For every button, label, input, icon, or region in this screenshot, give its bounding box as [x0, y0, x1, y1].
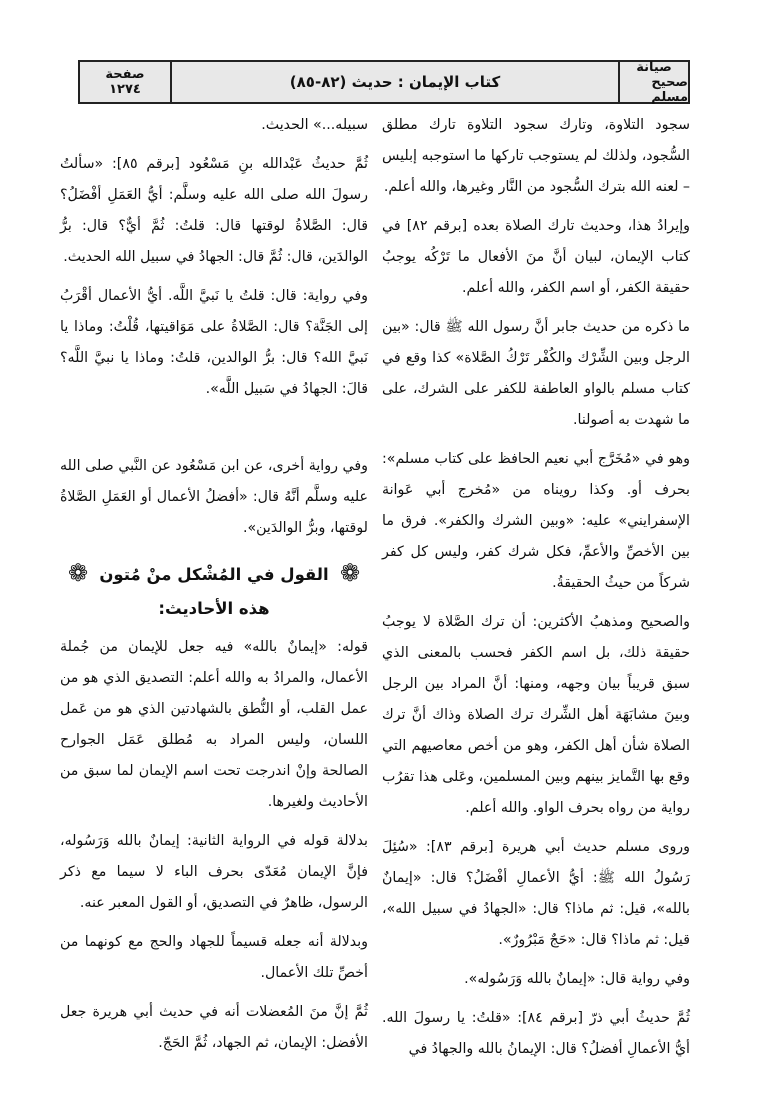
paragraph: وفي رواية أخرى، عن ابن مَسْعُود عن النَّبي صلى الله عليه وسلَّم أنَّهُ قال: «أفضلُ الأعمال أو العَمَلِ الصَّلاةُ لوقتها، وبرُّ الوالدَين». [60, 458, 368, 536]
paragraph: وبدلالة أنه جعله قسيماً للجهاد والحج مع كونهما من أخصِّ تلك الأعمال. [60, 934, 368, 981]
paragraph: ثُمَّ حديثُ أبي ذرّ [برقم ٨٤]: «قلتُ: يا رسولَ الله. أيُّ الأعمالِ أفضلُ؟ قال: الإيمانُ بالله والجهادُ في [382, 1010, 690, 1057]
right-column [382, 110, 690, 1110]
paragraph: وروى مسلم حديث أبي هريرة [برقم ٨٣]: «سُئِلَ رَسُولُ الله ﷺ: أيُّ الأعمالِ أفْضَلُ؟ قال: «إيمانٌ بالله»، قيل: ثم ماذا؟ قال: «الجهادُ في سبيل الله»، قيل: ثم ماذا؟ قال: «حَجٌ مَبْرُورٌ». [382, 839, 690, 948]
page-label: صفحة [105, 67, 145, 82]
ornament-icon: ❁ [339, 559, 361, 587]
page-number: ١٢٧٤ [109, 82, 141, 97]
paragraph: والصحيح ومذهبُ الأكثرين: أن ترك الصَّلاة لا يوجبُ حقيقة ذلك، بل اسم الكفر فحسب بالمعنى الذي سبق قريباً بيان وجهه، ومنها: أنَّ المراد بين الرجل وبينَ مشابَهَة أهل الشِّرك ترك الصلاة وذاك أنَّ ترك الصلاة شأن أهل الكفر، وهو من أخص معاصيهم التي وقع بها التَّمايز بينهم وبين المسلمين، وعَلى هذا تقرُب رواية من رواه بحرف الواو. والله أعلم. [382, 614, 690, 816]
page-header [78, 60, 690, 104]
section-heading: القول في المُشْكل منْ مُتون هذه الأحاديث: [99, 565, 329, 618]
paragraph: ثُمَّ حديثُ عَبْدالله بنِ مَسْعُود [برقم ٨٥]: «سألتُ رسولَ الله صلى الله عليه وسلَّم: أيُّ العَمَلِ أفْضَلُ؟ قال: الصَّلاةُ لوقتها قال: قلتُ: ثُمَّ أيٌّ؟ قال: برُّ الوالدَين، قال: ثُمَّ قال: الجهادُ في سبيل الله الحديث. [60, 156, 368, 265]
paragraph: وإيرادُ هذا، وحديث تارك الصلاة بعده [برقم ٨٢] في كتاب الإيمان، لبيان أنَّ منَ الأفعال ما تَرْكُه يوجبُ حقيقة الكفر، أو اسم الكفر، والله أعلم. [382, 218, 691, 296]
chapter-title: كتاب الإيمان : حديث (٨٢-٨٥) [289, 73, 501, 91]
ornament-icon: ❁ [67, 559, 89, 587]
paragraph: سبيله...» الحديث. [261, 117, 368, 133]
paragraph: بدلالة قوله في الرواية الثانية: إيمانٌ بالله وَرَسُوله، فإنَّ الإيمان مُعَدّى بحرف الباء لا سيما مع ذكر الرسول، ظاهرٌ في التصديق، أو القول المعبر عنه. [60, 833, 368, 911]
paragraph: سجود التلاوة، وتارك سجود التلاوة تارك مطلق السُّجود، ولذلك لم يستوجب تاركها ما استوجبه إبليس – لعنه الله بترك السُّجود من النَّار وغيرها، والله أعلم. [382, 117, 690, 195]
page-number-box [80, 62, 172, 102]
spacer [60, 413, 368, 451]
book-title-box [618, 59, 688, 105]
book-title-line2: صحيح مسلم [651, 74, 688, 105]
paragraph: قوله: «إيمانٌ بالله» فيه جعل للإيمان من جُملة الأعمال، والمرادُ به والله أعلم: التصديق الذي هو من عمل القلب، أو النُّطق بالشهادتين الذي هو من عَمل اللسان، وليس المراد به مُطلق عَمَل الجوارح الصالحة وإنْ اندرجت تحت اسم الإيمان لما سبق من الأحاديث ولغيرها. [60, 639, 368, 810]
left-column [60, 110, 368, 1110]
section-heading-box [60, 558, 368, 626]
book-title-line1: صيانة [636, 59, 672, 75]
paragraph: وفي رواية قال: «إيمانٌ بالله وَرَسُوله». [464, 971, 690, 987]
paragraph: وفي رواية: قال: قلتُ يا نَبيَّ اللَّه. أيُّ الأعمال أقْرَبُ إلى الجَنَّة؟ قال: الصَّلاةُ على مَوَاقيتها، قُلْتُ: وماذا يا نَبيَّ الله؟ قال: برُّ الوالدين، قلتُ: وماذا يا نبيَّ اللَّه؟ قالَ: الجهادُ في سَبيل اللَّه». [60, 288, 368, 397]
paragraph: وهو في «مُخَرَّج أبي نعيم الحافظ على كتاب مسلم»: بحرف أو. وكذا رويناه من «مُخرج أبي عَوانة الإسفرايني» عليه: «وبين الشرك والكفر». فرق ما بين الأخصِّ والأعمِّ، فكل شرك كفر، وليس كل كفر شركاً من حيثُ الحقيقةُ. [382, 451, 690, 591]
paragraph: ما ذكره من حديث جابر أنَّ رسول الله ﷺ قال: «بين الرجل وبين الشِّرْك والكُفْر تَرْكُ الصَّلاة» كذا وقع في كتاب مسلم بالواو العاطفة للكفر على الشرك، على ما شهدت به أصولنا. [382, 319, 690, 428]
paragraph: ثُمَّ إنَّ منَ المُعضلات أنه في حديث أبي هريرة جعل الأفضل: الإيمان، ثم الجهاد، ثُمَّ الحَجّ. [60, 1004, 368, 1051]
